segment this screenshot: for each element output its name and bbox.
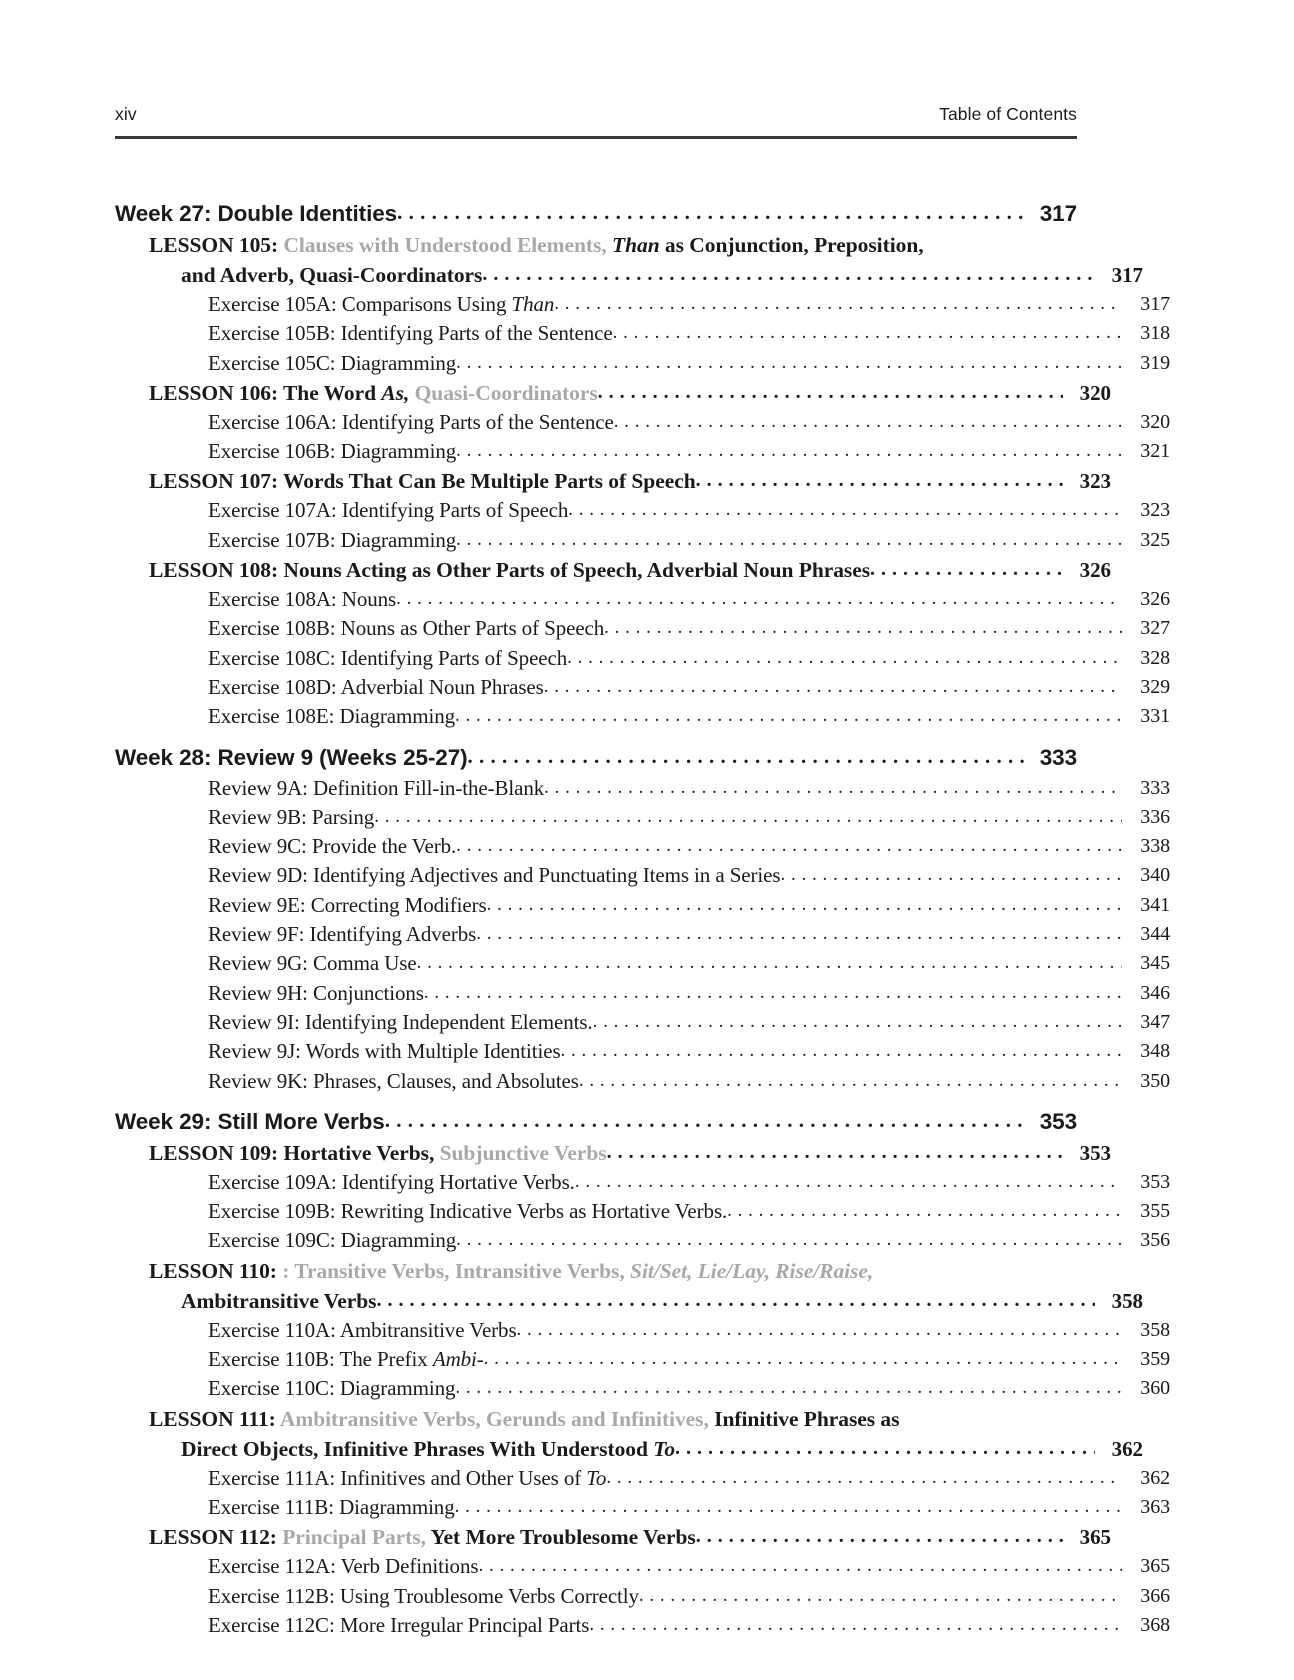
- entry-text-run: Sit/Set, Lie/Lay, Rise/Raise,: [630, 1258, 874, 1283]
- entry-text-run: LESSON 109: Hortative Verbs,: [149, 1140, 440, 1165]
- toc-entry-exercise[interactable]: [208, 702, 1170, 731]
- dot-leader: [606, 1463, 1122, 1492]
- dot-leader: [456, 348, 1122, 377]
- toc-entry-title: [208, 1374, 455, 1403]
- toc-entry-title: [208, 1582, 639, 1611]
- toc-entry-week[interactable]: [115, 1105, 1077, 1138]
- entry-text-run: Exercise 108D: Adverbial Noun Phrases: [208, 674, 544, 699]
- dot-leader: [374, 802, 1122, 831]
- entry-text-run: Ambitransitive Verbs, Gerunds and Infinitives,: [279, 1406, 709, 1431]
- toc-page-number: 348: [1140, 1040, 1170, 1063]
- dot-leader: [579, 1066, 1122, 1095]
- toc-entry-lesson[interactable]: [181, 1434, 1143, 1464]
- dot-leader: [598, 377, 1063, 407]
- toc-page-number: 350: [1140, 1069, 1170, 1092]
- toc-page-number: 345: [1140, 952, 1170, 975]
- entry-text-run: Exercise 108A: Nouns: [208, 587, 397, 612]
- dot-leader: [870, 554, 1063, 584]
- entry-text-run: Subjunctive Verbs: [439, 1140, 607, 1165]
- toc-entry-title: [208, 673, 544, 702]
- toc-entry-lesson[interactable]: [181, 1286, 1143, 1316]
- toc-entry-title: [208, 349, 456, 378]
- toc-page-number: 325: [1140, 528, 1170, 551]
- toc-page-number: 355: [1140, 1200, 1170, 1223]
- toc-entry-exercise[interactable]: [208, 496, 1170, 525]
- entry-text-run: Exercise 109B: Rewriting Indicative Verbs as Hortative Verbs.: [208, 1199, 728, 1224]
- toc-entry-title: [149, 230, 924, 260]
- toc-entry-exercise[interactable]: [208, 585, 1170, 614]
- toc-page-number: 320: [1140, 410, 1170, 433]
- toc-entry-title: [181, 260, 482, 290]
- dot-leader: [468, 740, 1027, 773]
- dot-leader: [696, 1521, 1063, 1551]
- toc-entry-exercise[interactable]: [208, 1464, 1170, 1493]
- toc-entry-lesson[interactable]: [149, 555, 1111, 585]
- toc-entry-exercise[interactable]: [208, 408, 1170, 437]
- entry-text-run: LESSON 107: Words That Can Be Multiple Parts of Speech: [149, 469, 696, 494]
- dot-leader: [482, 259, 1095, 289]
- toc-page-number: 347: [1140, 1010, 1170, 1033]
- dot-leader: [385, 1104, 1027, 1137]
- entry-text-run: Exercise 112B: Using Troublesome Verbs Correctly: [208, 1583, 639, 1608]
- dot-leader: [455, 1373, 1122, 1402]
- entry-text-run: Exercise 107B: Diagramming: [208, 527, 457, 552]
- entry-text-run: Review 9A: Definition Fill-in-the-Blank: [208, 775, 545, 800]
- toc-entry-title: [208, 774, 544, 803]
- entry-text-run: LESSON 111:: [149, 1406, 280, 1431]
- dot-leader: [377, 1285, 1096, 1315]
- toc-entry-title: [208, 861, 780, 890]
- toc-page-number: 368: [1140, 1613, 1170, 1636]
- toc-entry-title: [208, 1067, 579, 1096]
- toc-page-number: 353: [1079, 1140, 1111, 1165]
- toc-page-number: 366: [1140, 1584, 1170, 1607]
- toc-entry-title: [208, 585, 396, 614]
- entry-text-run: LESSON 106: The Word: [149, 380, 382, 405]
- toc-page-number: 358: [1111, 1288, 1143, 1313]
- toc-entry-title: [208, 437, 456, 466]
- entry-text-run: Exercise 105A: Comparisons Using: [208, 292, 512, 316]
- toc-entry-title: [149, 1256, 873, 1286]
- toc-entry-title: [208, 408, 614, 437]
- entry-text-run: Review 9C: Provide the Verb.: [208, 834, 457, 859]
- toc-entry-title: [208, 1464, 606, 1493]
- dot-leader: [517, 1315, 1122, 1344]
- toc-entry-exercise[interactable]: [208, 1226, 1170, 1255]
- toc-entry-title: [208, 496, 568, 525]
- entry-text-run: Exercise 110C: Diagramming: [208, 1376, 456, 1401]
- entry-text-run: Exercise 112A: Verb Definitions: [208, 1554, 479, 1579]
- entry-text-run: Week 29: Still More Verbs: [115, 1108, 385, 1134]
- dot-leader: [604, 613, 1122, 642]
- dot-leader: [456, 1225, 1122, 1254]
- entry-text-run: Exercise 108B: Nouns as Other Parts of Speech: [208, 616, 605, 641]
- entry-text-run: Exercise 110A: Ambitransitive Verbs: [208, 1317, 517, 1342]
- toc-entry-exercise[interactable]: [208, 614, 1170, 643]
- dot-leader: [561, 1036, 1122, 1065]
- toc-page-number: 321: [1140, 440, 1170, 463]
- toc-page-number: 323: [1140, 499, 1170, 522]
- running-head: [115, 104, 1077, 125]
- toc-entry-title: [181, 1286, 377, 1316]
- toc-entry-title: [208, 526, 456, 555]
- toc-entry-week[interactable]: [115, 197, 1077, 230]
- toc-page-number: 338: [1140, 835, 1170, 858]
- toc-entry-exercise[interactable]: [208, 1493, 1170, 1522]
- dot-leader: [455, 1492, 1122, 1521]
- toc-page-number: 331: [1140, 705, 1170, 728]
- toc-entry-title: [208, 319, 613, 348]
- toc-entry-exercise[interactable]: [208, 891, 1170, 920]
- entry-text-run: Exercise 105C: Diagramming: [208, 350, 457, 375]
- toc-entry-exercise[interactable]: [208, 437, 1170, 466]
- entry-text-run: Week 28: Review 9 (Weeks 25-27): [115, 744, 468, 770]
- toc-entry-exercise[interactable]: [208, 1168, 1170, 1197]
- toc-entry-title: [208, 614, 604, 643]
- entry-text-run: Exercise 107A: Identifying Parts of Speech: [208, 498, 569, 523]
- toc-page-number: 353: [1140, 1170, 1170, 1193]
- toc-page-number: 336: [1140, 805, 1170, 828]
- dot-leader: [456, 436, 1122, 465]
- toc-page-number: 317: [1111, 263, 1143, 287]
- running-head-title: Table of Contents: [939, 104, 1077, 124]
- table-of-contents-list: [115, 188, 1170, 1640]
- toc-entry-title: [149, 466, 696, 496]
- dot-leader: [487, 890, 1122, 919]
- toc-page-number: 318: [1140, 322, 1170, 345]
- toc-entry-lesson[interactable]: [149, 1404, 1111, 1434]
- toc-page-number: 353: [1039, 1108, 1077, 1134]
- toc-page-number: 327: [1140, 617, 1170, 640]
- dot-leader: [639, 1581, 1122, 1610]
- toc-entry-exercise[interactable]: [208, 1008, 1170, 1037]
- dot-leader: [424, 978, 1122, 1007]
- toc-page-number: 329: [1140, 675, 1170, 698]
- toc-page-number: 320: [1079, 380, 1111, 405]
- toc-entry-exercise[interactable]: [208, 644, 1170, 673]
- toc-entry-exercise[interactable]: [208, 774, 1170, 803]
- entry-text-run: Exercise 111B: Diagramming: [208, 1494, 455, 1519]
- toc-page-number: 333: [1039, 744, 1077, 770]
- toc-entry-exercise[interactable]: [208, 526, 1170, 555]
- dot-leader: [544, 773, 1122, 802]
- entry-text-run: Quasi-Coordinators: [414, 380, 598, 405]
- toc-entry-exercise[interactable]: [208, 920, 1170, 949]
- entry-text-run: Exercise 112C: More Irregular Principal Parts: [208, 1612, 590, 1637]
- entry-text-run: Principal Parts,: [282, 1525, 426, 1550]
- toc-entry-exercise[interactable]: [208, 673, 1170, 702]
- toc-entry-exercise[interactable]: [208, 1582, 1170, 1611]
- toc-page-number: 359: [1140, 1348, 1170, 1371]
- toc-entry-exercise[interactable]: [208, 1316, 1170, 1345]
- toc-page-number: 356: [1140, 1229, 1170, 1252]
- dot-leader: [478, 1551, 1122, 1580]
- toc-entry-title: [208, 1197, 727, 1226]
- dot-leader: [607, 1137, 1063, 1167]
- toc-entry-title: [208, 949, 417, 978]
- dot-leader: [780, 860, 1122, 889]
- toc-entry-title: [149, 1522, 696, 1552]
- toc-entry-lesson[interactable]: [149, 466, 1111, 496]
- dot-leader: [613, 318, 1122, 347]
- entry-text-run: LESSON 105:: [149, 233, 284, 257]
- dot-leader: [554, 289, 1122, 318]
- toc-entry-exercise[interactable]: [208, 803, 1170, 832]
- entry-text-run: LESSON 108: Nouns Acting as Other Parts of Speech, Adverbial Noun Phrases: [149, 558, 871, 583]
- toc-entry-exercise[interactable]: [208, 832, 1170, 861]
- toc-page-number: 323: [1079, 469, 1111, 494]
- entry-text-run: Exercise 105B: Identifying Parts of the Sentence: [208, 321, 613, 346]
- entry-text-run: To: [653, 1436, 676, 1461]
- dot-leader: [575, 1167, 1122, 1196]
- toc-entry-title: [208, 1345, 484, 1374]
- toc-entry-exercise[interactable]: [208, 1067, 1170, 1096]
- toc-entry-title: [208, 979, 424, 1008]
- toc-page-number: 365: [1140, 1555, 1170, 1578]
- toc-entry-exercise[interactable]: [208, 1345, 1170, 1374]
- dot-leader: [417, 948, 1122, 977]
- toc-entry-exercise[interactable]: [208, 949, 1170, 978]
- dot-leader: [727, 1196, 1122, 1225]
- toc-page-number: 328: [1140, 646, 1170, 669]
- dot-leader: [455, 701, 1122, 730]
- entry-text-run: Exercise 109C: Diagramming: [208, 1228, 457, 1253]
- toc-entry-title: [208, 1316, 517, 1345]
- entry-text-run: Than: [511, 292, 555, 316]
- entry-text-run: Ambitransitive Verbs: [181, 1288, 377, 1313]
- toc-page-number: 333: [1140, 776, 1170, 799]
- toc-entry-title: [208, 1611, 589, 1640]
- toc-entry-exercise[interactable]: [208, 1037, 1170, 1066]
- toc-page-number: 360: [1140, 1377, 1170, 1400]
- dot-leader: [593, 1007, 1122, 1036]
- toc-entry-title: [208, 644, 567, 673]
- entry-text-run: Exercise 111A: Infinitives and Other Uses of: [208, 1465, 587, 1490]
- toc-entry-lesson[interactable]: [149, 1522, 1111, 1552]
- dot-leader: [675, 1433, 1095, 1463]
- toc-entry-exercise[interactable]: [208, 290, 1170, 319]
- toc-entry-exercise[interactable]: [208, 349, 1170, 378]
- entry-text-run: Exercise 108E: Diagramming: [208, 704, 455, 729]
- entry-text-run: LESSON 112:: [149, 1525, 283, 1550]
- toc-page-number: 346: [1140, 981, 1170, 1004]
- entry-text-run: Clauses with Understood Elements,: [283, 233, 607, 257]
- toc-entry-title: [208, 1168, 575, 1197]
- entry-text-run: Infinitive Phrases as: [708, 1406, 900, 1431]
- toc-entry-exercise[interactable]: [208, 1374, 1170, 1403]
- dot-leader: [568, 495, 1122, 524]
- toc-entry-title: [208, 1226, 456, 1255]
- toc-page-number: 362: [1111, 1436, 1143, 1461]
- toc-page-number: 317: [1039, 201, 1077, 226]
- entry-text-run: Exercise 106B: Diagramming: [208, 439, 457, 464]
- entry-text-run: Review 9I: Identifying Independent Elements.: [208, 1009, 593, 1034]
- toc-entry-lesson[interactable]: [149, 378, 1111, 408]
- toc-entry-title: [208, 891, 487, 920]
- entry-text-run: Review 9H: Conjunctions: [208, 980, 424, 1005]
- toc-entry-title: [208, 1552, 478, 1581]
- toc-entry-exercise[interactable]: [208, 1611, 1170, 1640]
- entry-text-run: Review 9F: Identifying Adverbs: [208, 922, 477, 947]
- toc-page-number: 326: [1140, 588, 1170, 611]
- entry-text-run: Ambi-: [432, 1347, 484, 1372]
- toc-entry-title: [208, 1008, 593, 1037]
- toc-entry-lesson[interactable]: [181, 260, 1143, 290]
- toc-entry-exercise[interactable]: [208, 319, 1170, 348]
- toc-entry-title: [208, 1037, 561, 1066]
- dot-leader: [476, 919, 1122, 948]
- entry-text-run: Exercise 110B: The Prefix: [208, 1347, 433, 1372]
- toc-entry-title: [115, 197, 397, 230]
- toc-page-number: 341: [1140, 893, 1170, 916]
- entry-text-run: and Adverb, Quasi-Coordinators: [181, 263, 483, 287]
- dot-leader: [456, 525, 1122, 554]
- toc-entry-title: [149, 378, 598, 408]
- toc-entry-title: [208, 920, 476, 949]
- toc-entry-title: [208, 1493, 455, 1522]
- entry-text-run: LESSON 110:: [149, 1258, 283, 1283]
- toc-entry-lesson[interactable]: [149, 1256, 1111, 1286]
- toc-page-number: 362: [1140, 1466, 1170, 1489]
- toc-page-number: 344: [1140, 923, 1170, 946]
- entry-text-run: Exercise 108C: Identifying Parts of Speech: [208, 645, 568, 670]
- dot-leader: [696, 465, 1063, 495]
- dot-leader: [567, 643, 1122, 672]
- dot-leader: [589, 1610, 1122, 1639]
- toc-entry-title: [149, 1404, 899, 1434]
- toc-entry-title: [208, 702, 455, 731]
- toc-entry-title: [181, 1434, 675, 1464]
- entry-text-run: Review 9G: Comma Use: [208, 951, 417, 976]
- dot-leader: [544, 672, 1122, 701]
- toc-page-number: 363: [1140, 1495, 1170, 1518]
- toc-entry-week[interactable]: [115, 741, 1077, 774]
- entry-text-run: as Conjunction, Preposition,: [659, 233, 924, 257]
- toc-entry-title: [149, 555, 870, 585]
- toc-entry-exercise[interactable]: [208, 979, 1170, 1008]
- entry-text-run: Exercise 106A: Identifying Parts of the Sentence: [208, 409, 614, 434]
- entry-text-run: Yet More Troublesome Verbs: [425, 1525, 696, 1550]
- dot-leader: [484, 1344, 1122, 1373]
- toc-entry-exercise[interactable]: [208, 861, 1170, 890]
- dot-leader: [396, 584, 1122, 613]
- toc-entry-title: [208, 803, 374, 832]
- toc-entry-lesson[interactable]: [149, 1138, 1111, 1168]
- entry-text-run: Review 9D: Identifying Adjectives and Punctuating Items in a Series: [208, 863, 781, 888]
- entry-text-run: Than: [612, 233, 660, 257]
- toc-entry-title: [208, 832, 456, 861]
- toc-page-number: 340: [1140, 864, 1170, 887]
- dot-leader: [614, 407, 1122, 436]
- toc-page-number: 365: [1079, 1525, 1111, 1550]
- toc-entry-title: [208, 290, 554, 319]
- entry-text-run: Direct Objects, Infinitive Phrases With Understood: [181, 1436, 654, 1461]
- entry-text-run: Review 9B: Parsing: [208, 804, 375, 829]
- entry-text-run: : Transitive Verbs, Intransitive Verbs,: [282, 1258, 631, 1283]
- toc-entry-title: [149, 1138, 607, 1168]
- toc-page-number: 319: [1140, 351, 1170, 374]
- entry-text-run: Review 9E: Correcting Modifiers: [208, 892, 487, 917]
- toc-entry-lesson[interactable]: [149, 230, 1111, 260]
- entry-text-run: As,: [381, 380, 410, 405]
- entry-text-run: Exercise 109A: Identifying Hortative Verbs.: [208, 1169, 575, 1194]
- page-folio: xiv: [115, 104, 137, 124]
- toc-page-number: 317: [1140, 293, 1170, 315]
- entry-text-run: Week 27: Double Identities: [115, 201, 398, 226]
- dot-leader: [397, 196, 1027, 229]
- toc-entry-exercise[interactable]: [208, 1552, 1170, 1581]
- toc-entry-exercise[interactable]: [208, 1197, 1170, 1226]
- toc-page-number: 326: [1079, 558, 1111, 583]
- entry-text-run: To: [586, 1465, 607, 1490]
- header-rule: [115, 136, 1077, 139]
- entry-text-run: Review 9J: Words with Multiple Identities: [208, 1039, 561, 1064]
- toc-entry-title: [115, 741, 468, 774]
- entry-text-run: Review 9K: Phrases, Clauses, and Absolutes: [208, 1068, 579, 1093]
- dot-leader: [456, 831, 1122, 860]
- toc-entry-title: [115, 1105, 385, 1138]
- toc-page-number: 358: [1140, 1318, 1170, 1341]
